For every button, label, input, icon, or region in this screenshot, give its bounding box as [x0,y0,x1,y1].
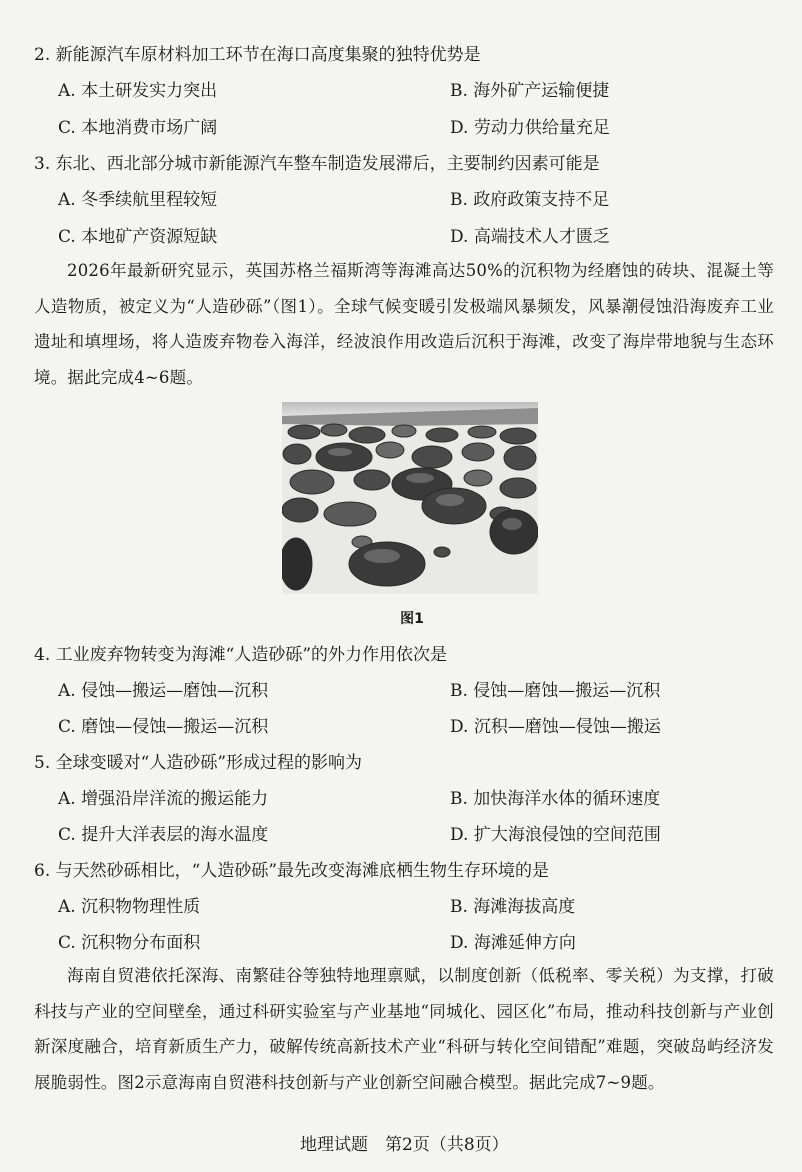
passage-2: 海南自贸港依托深海、南繁硅谷等独特地理禀赋，以制度创新（低税率、零关税）为支撑，打破科技与产业的空间壁垒，通过科研实验室与产业基地“同城化、园区化”布局，推动科技创新与产业创新深度融合，培育新质生产力，破解传统高新技术产业“科研与转化空间错配”难题，突破岛屿经济发展脆弱性。图2示意海南自贸港科技创新与产业创新空间融合模型。据此完成7~9题。 [34,966,774,1092]
question-2-option-d[interactable]: D. 劳动力供给量充足 [450,118,610,138]
question-3-option-d[interactable]: D. 高端技术人才匮乏 [450,227,610,247]
question-6-option-c[interactable]: C. 沉积物分布面积 [58,933,201,953]
question-3-option-b[interactable]: B. 政府政策支持不足 [450,190,610,210]
figure-1-caption: 图1 [400,611,424,627]
figure-1-beach-photo [282,402,538,594]
passage-1: 2026年最新研究显示，英国苏格兰福斯湾等海滩高达50%的沉积物为经磨蚀的砖块、混凝土等人造物质，被定义为“人造砂砾”（图1）。全球气候变暖引发极端风暴频发，风暴潮侵蚀沿海废弃工业遗址和填埋场，将人造废弃物卷入海洋，经波浪作用改造后沉积于海滩，改变了海岸带地貌与生态环境。据此完成4~6题。 [34,261,774,387]
question-4-option-b[interactable]: B. 侵蚀—磨蚀—搬运—沉积 [450,681,661,701]
question-2-stem: 2. 新能源汽车原材料加工环节在海口高度集聚的独特优势是 [34,45,481,65]
question-2-option-a[interactable]: A. 本土研发实力突出 [58,81,218,101]
question-2-option-b[interactable]: B. 海外矿产运输便捷 [450,81,610,101]
question-3-option-a[interactable]: A. 冬季续航里程较短 [58,190,218,210]
question-5-option-b[interactable]: B. 加快海洋水体的循环速度 [450,789,661,809]
question-6-option-b[interactable]: B. 海滩海拔高度 [450,897,576,917]
question-4-option-c[interactable]: C. 磨蚀—侵蚀—搬运—沉积 [58,717,269,737]
question-5-option-c[interactable]: C. 提升大洋表层的海水温度 [58,825,269,845]
question-3-stem: 3. 东北、西北部分城市新能源汽车整车制造发展滞后，主要制约因素可能是 [34,154,600,174]
question-3-option-c[interactable]: C. 本地矿产资源短缺 [58,227,218,247]
question-4-stem: 4. 工业废弃物转变为海滩“人造砂砾”的外力作用依次是 [34,645,448,665]
question-6-option-a[interactable]: A. 沉积物物理性质 [58,897,201,917]
question-6-option-d[interactable]: D. 海滩延伸方向 [450,933,576,953]
question-6-stem: 6. 与天然砂砾相比，“人造砂砾”最先改变海滩底栖生物生存环境的是 [34,861,550,881]
question-5-option-a[interactable]: A. 增强沿岸洋流的搬运能力 [58,789,269,809]
question-4-option-a[interactable]: A. 侵蚀—搬运—磨蚀—沉积 [58,681,269,701]
question-5-option-d[interactable]: D. 扩大海浪侵蚀的空间范围 [450,825,661,845]
page-footer: 地理试题 第2页（共8页） [300,1135,509,1155]
question-2-option-c[interactable]: C. 本地消费市场广阔 [58,118,218,138]
question-5-stem: 5. 全球变暖对“人造砂砾”形成过程的影响为 [34,753,363,773]
question-4-option-d[interactable]: D. 沉积—磨蚀—侵蚀—搬运 [450,717,661,737]
